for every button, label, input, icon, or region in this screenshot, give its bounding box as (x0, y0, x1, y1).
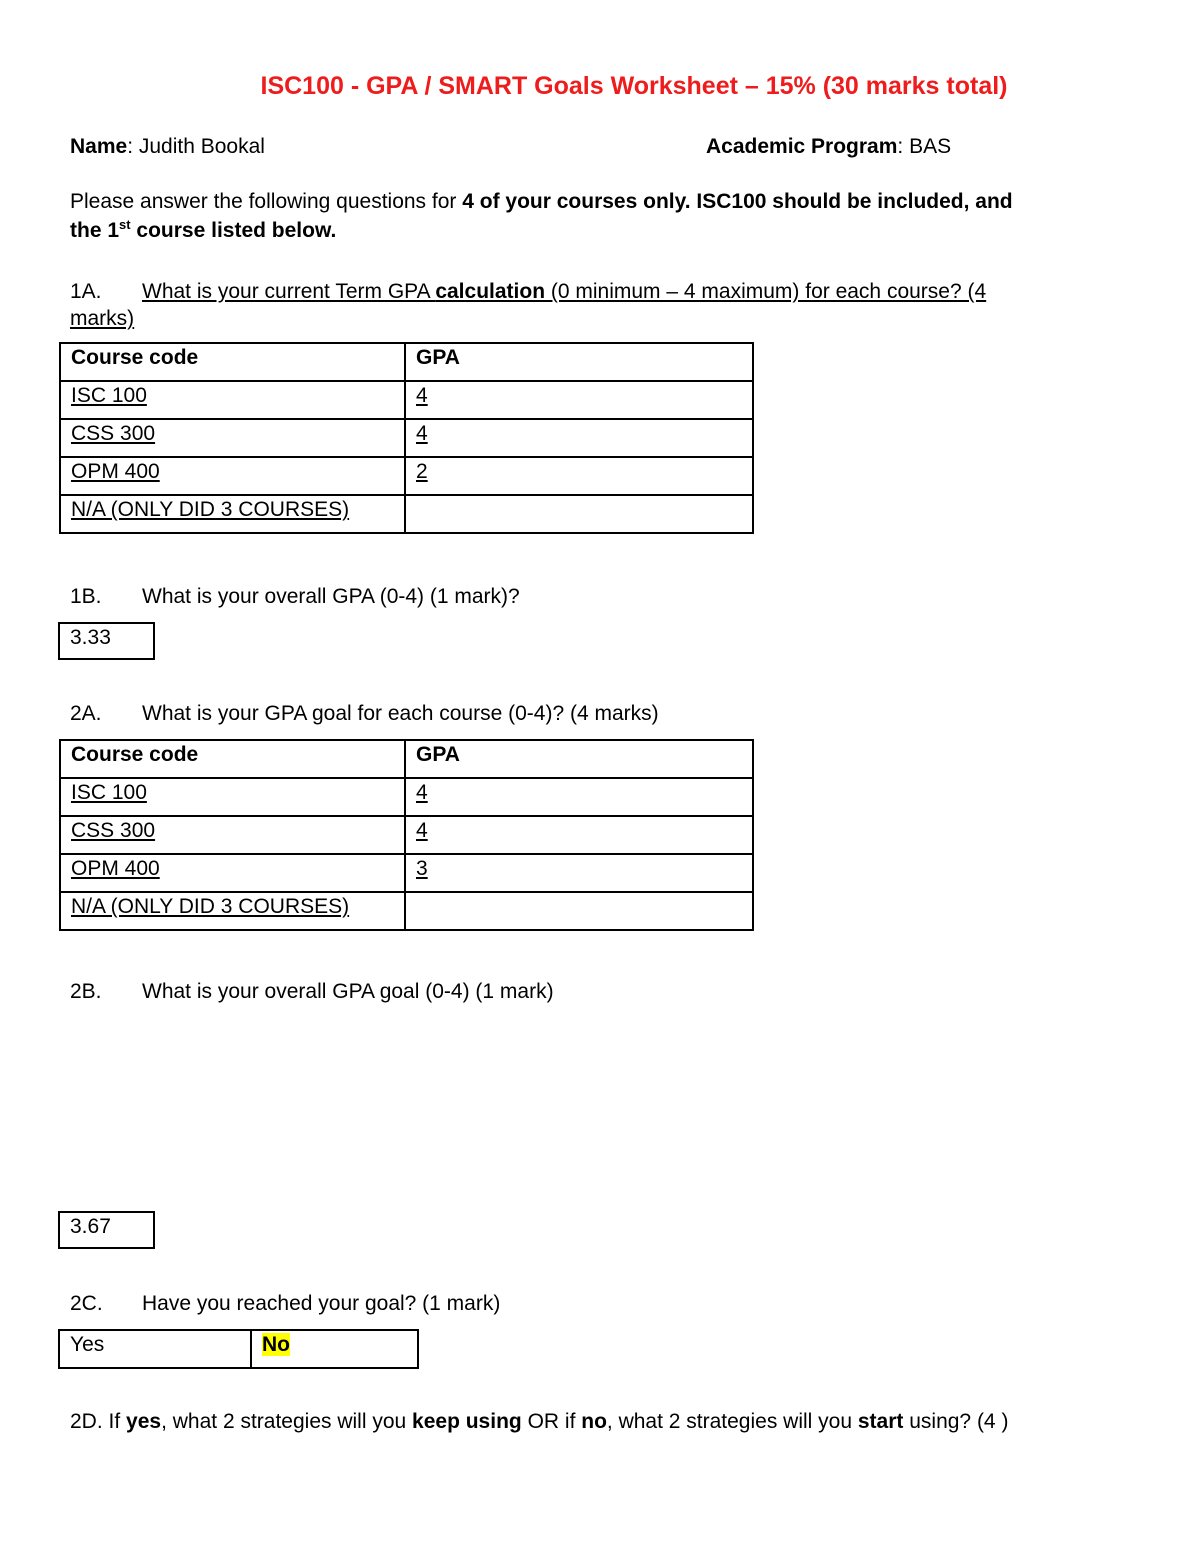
table-row (60, 892, 753, 930)
question-1b-text: What is your overall GPA (0-4) (1 mark)? (142, 585, 520, 608)
overall-gpa-box[interactable]: 3.33 (58, 622, 155, 660)
course-cell[interactable]: ISC 100 (60, 778, 405, 816)
current-gpa-table (59, 342, 754, 534)
gpa-cell[interactable]: 4 (405, 381, 753, 419)
gpa-cell[interactable]: 4 (405, 816, 753, 854)
option-no: No (262, 1333, 290, 1356)
table-row (60, 495, 753, 533)
option-yes[interactable]: Yes (59, 1330, 251, 1368)
question-1a (70, 280, 986, 304)
question-1a-text-post: (0 minimum – 4 maximum) for each course? (4 (545, 280, 987, 303)
question-2c (70, 1292, 500, 1316)
instructions-bold-2b: course listed below. (130, 219, 337, 242)
instructions-bold-1: 4 of your courses only. ISC100 should be included, and (462, 190, 1013, 213)
question-1b (70, 585, 520, 609)
table-row (60, 816, 753, 854)
question-2b-text: What is your overall GPA goal (0-4) (1 mark) (142, 980, 554, 1003)
question-2a-text: What is your GPA goal for each course (0-4)? (4 marks) (142, 702, 659, 725)
program-label: Academic Program (706, 135, 898, 158)
course-cell[interactable]: ISC 100 (60, 381, 405, 419)
course-cell[interactable]: CSS 300 (60, 816, 405, 854)
table-row (60, 381, 753, 419)
header-course-code: Course code (60, 740, 405, 778)
question-2d-p3: OR if (521, 1410, 582, 1433)
question-2d-b4: start (857, 1410, 904, 1433)
course-cell[interactable]: OPM 400 (60, 854, 405, 892)
question-2d-b3: no (581, 1410, 607, 1433)
question-2d-p5: using? (4 ) (903, 1410, 1009, 1433)
question-1a-number: 1A. (70, 280, 102, 303)
overall-gpa-goal-box[interactable]: 3.67 (58, 1211, 155, 1249)
gpa-cell[interactable] (405, 495, 753, 533)
table-header-row (60, 343, 753, 381)
header-course-code: Course code (60, 343, 405, 381)
table-row (60, 457, 753, 495)
table-row (60, 419, 753, 457)
page-title: ISC100 - GPA / SMART Goals Worksheet – 15% (30 marks total) (260, 72, 1008, 100)
question-2d-p4: , what 2 strategies will you (606, 1410, 858, 1433)
instructions-bold-2a: the 1 (70, 219, 120, 242)
course-cell[interactable]: CSS 300 (60, 419, 405, 457)
name-line (70, 135, 265, 159)
question-1a-text-bold: calculation (435, 280, 546, 303)
question-2b-number: 2B. (70, 980, 102, 1003)
question-2d-b2: keep using (412, 1410, 522, 1433)
question-2d-b1: yes (126, 1410, 162, 1433)
option-no-cell[interactable] (251, 1330, 418, 1368)
course-cell[interactable]: N/A (ONLY DID 3 COURSES) (60, 495, 405, 533)
goal-gpa-table (59, 739, 754, 931)
gpa-cell[interactable]: 4 (405, 419, 753, 457)
course-cell[interactable]: N/A (ONLY DID 3 COURSES) (60, 892, 405, 930)
header-gpa: GPA (405, 343, 753, 381)
question-2b (70, 980, 554, 1004)
goal-reached-table (58, 1329, 419, 1369)
name-value: : Judith Bookal (127, 135, 265, 158)
question-2d-p2: , what 2 strategies will you (161, 1410, 413, 1433)
instructions-line-1 (70, 190, 1013, 214)
question-1b-number: 1B. (70, 585, 102, 608)
instructions-lead: Please answer the following questions for (70, 190, 463, 213)
instructions-sup: st (119, 217, 131, 232)
question-2a (70, 702, 659, 726)
gpa-cell[interactable]: 3 (405, 854, 753, 892)
question-2c-number: 2C. (70, 1292, 103, 1315)
instructions-line-2 (70, 217, 336, 243)
table-row (60, 778, 753, 816)
question-2a-number: 2A. (70, 702, 102, 725)
table-header-row (60, 740, 753, 778)
gpa-cell[interactable]: 4 (405, 778, 753, 816)
gpa-cell[interactable]: 2 (405, 457, 753, 495)
question-2d-p1: 2D. If (70, 1410, 127, 1433)
question-1a-line2: marks) (70, 307, 135, 330)
question-1a-text-pre: What is your current Term GPA (142, 280, 436, 303)
table-row (59, 1330, 418, 1368)
question-2c-text: Have you reached your goal? (1 mark) (142, 1292, 501, 1315)
course-cell[interactable]: OPM 400 (60, 457, 405, 495)
program-line (706, 135, 951, 159)
header-gpa: GPA (405, 740, 753, 778)
table-row (60, 854, 753, 892)
question-2d (70, 1410, 1008, 1434)
gpa-cell[interactable] (405, 892, 753, 930)
program-value: : BAS (897, 135, 952, 158)
name-label: Name (70, 135, 128, 158)
